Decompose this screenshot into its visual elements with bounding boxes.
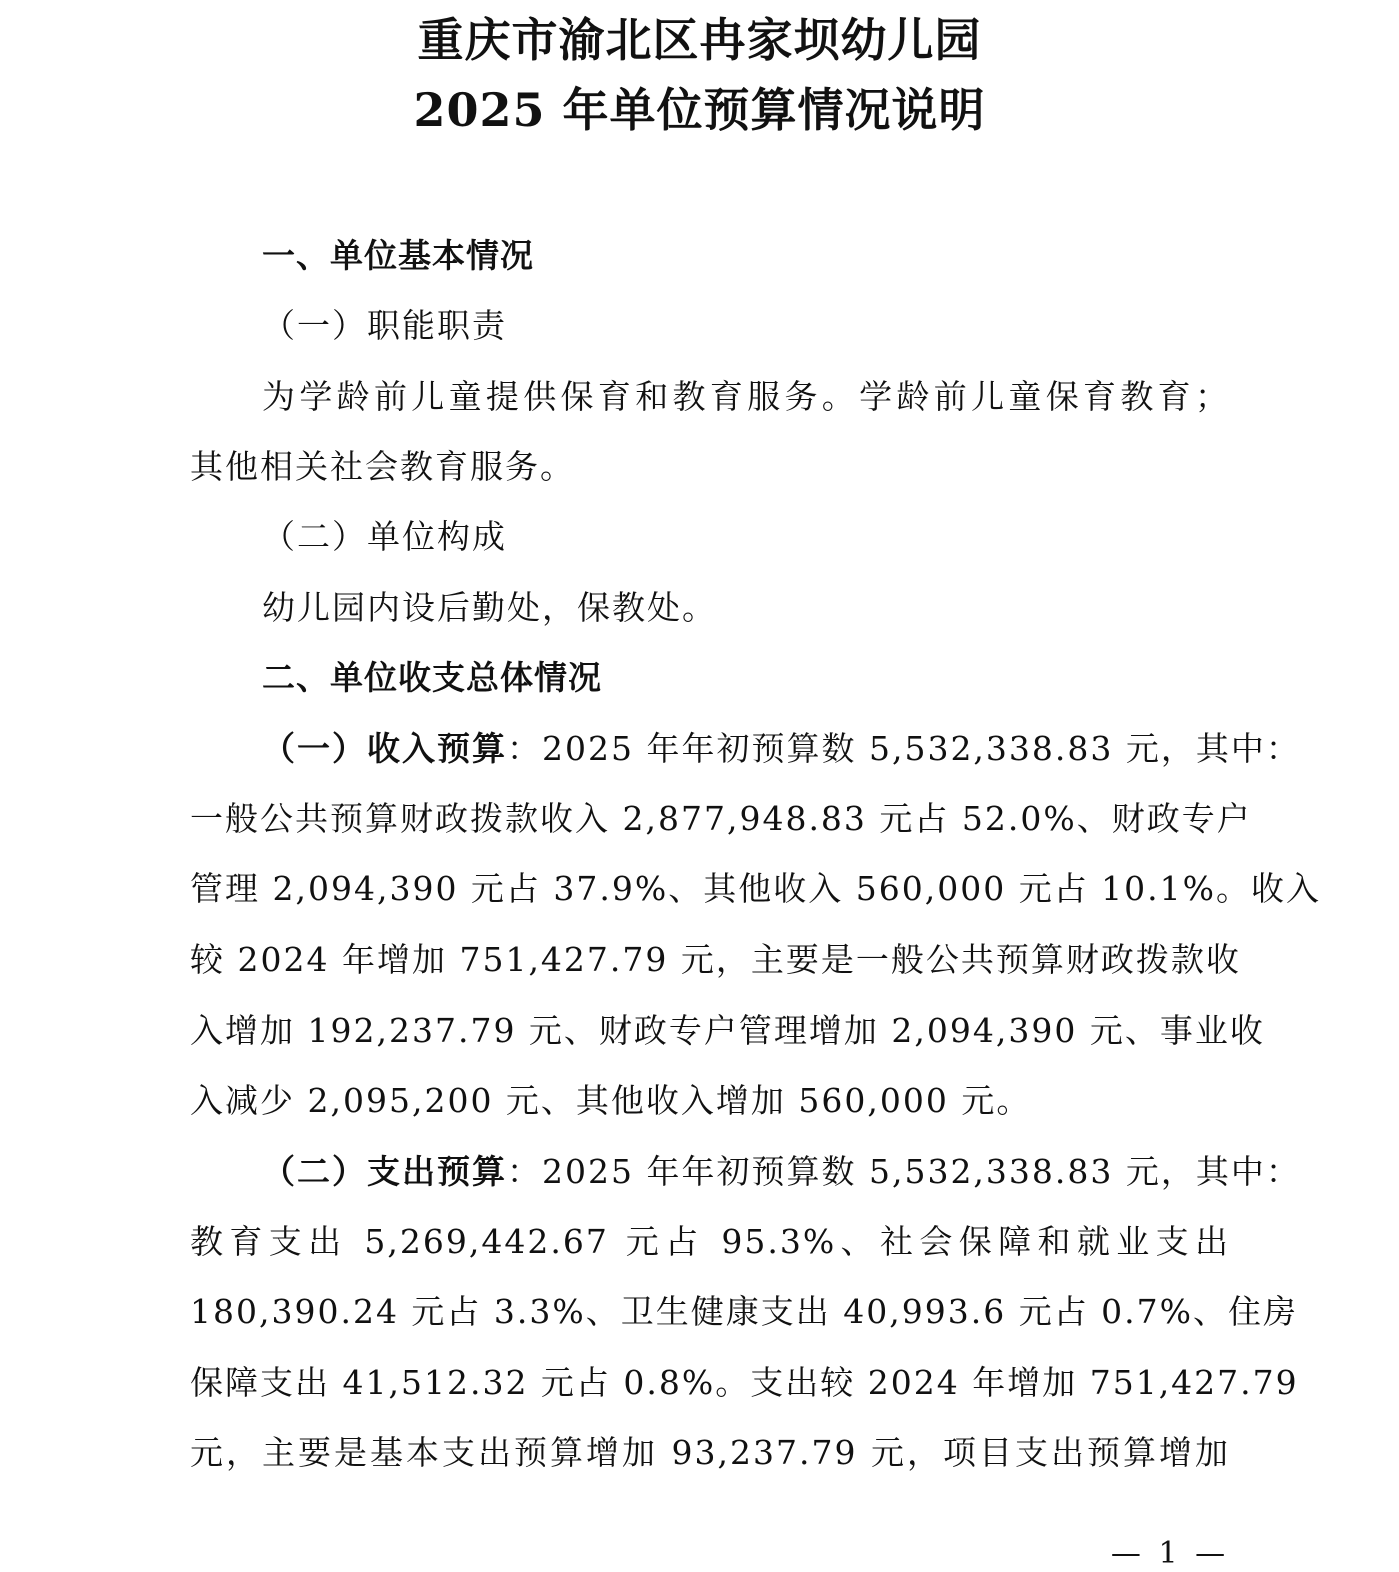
paragraph-line: 教育支出 5,269,442.67 元占 95.3%、社会保障和就业支出 bbox=[190, 1222, 1230, 1261]
page-number: — 1 — bbox=[1110, 1536, 1230, 1571]
paragraph-line: 其他相关社会教育服务。 bbox=[190, 447, 575, 486]
subheading-structure: （二）单位构成 bbox=[262, 517, 507, 556]
subheading-functions: （一）职能职责 bbox=[262, 306, 507, 345]
expense-budget-text: ：2025 年年初预算数 5,532,338.83 元，其中： bbox=[507, 1152, 1301, 1191]
paragraph-line: 管理 2,094,390 元占 37.9%、其他收入 560,000 元占 10.1%。收入 bbox=[190, 869, 1322, 908]
paragraph-line: 一般公共预算财政拨款收入 2,877,948.83 元占 52.0%、财政专户 bbox=[190, 799, 1252, 838]
expense-budget-line bbox=[262, 1149, 1301, 1195]
paragraph-line: 保障支出 41,512.32 元占 0.8%。支出较 2024 年增加 751,427.79 bbox=[190, 1363, 1299, 1402]
page-title-line-2: 2025 年单位预算情况说明 bbox=[413, 83, 986, 137]
paragraph-line: 为学龄前儿童提供保育和教育服务。学龄前儿童保育教育； bbox=[262, 377, 1230, 416]
paragraph-line: 180,390.24 元占 3.3%、卫生健康支出 40,993.6 元占 0.7%、住房 bbox=[190, 1292, 1299, 1331]
expense-budget-label: （二）支出预算 bbox=[262, 1152, 507, 1191]
paragraph-line: 幼儿园内设后勤处，保教处。 bbox=[262, 588, 717, 627]
section-heading-basic-info: 一、单位基本情况 bbox=[262, 236, 534, 275]
paragraph-line: 入增加 192,237.79 元、财政专户管理增加 2,094,390 元、事业收 bbox=[190, 1011, 1265, 1050]
section-heading-income-expense: 二、单位收支总体情况 bbox=[262, 658, 602, 697]
income-budget-line bbox=[262, 726, 1301, 772]
income-budget-text: ：2025 年年初预算数 5,532,338.83 元，其中： bbox=[507, 729, 1301, 768]
income-budget-label: （一）收入预算 bbox=[262, 729, 507, 768]
paragraph-line: 入减少 2,095,200 元、其他收入增加 560,000 元。 bbox=[190, 1081, 1032, 1120]
paragraph-line: 较 2024 年增加 751,427.79 元，主要是一般公共预算财政拨款收 bbox=[190, 940, 1241, 979]
page-title-line-1: 重庆市渝北区冉家坝幼儿园 bbox=[417, 13, 982, 67]
paragraph-line: 元，主要是基本支出预算增加 93,237.79 元，项目支出预算增加 bbox=[190, 1433, 1230, 1472]
